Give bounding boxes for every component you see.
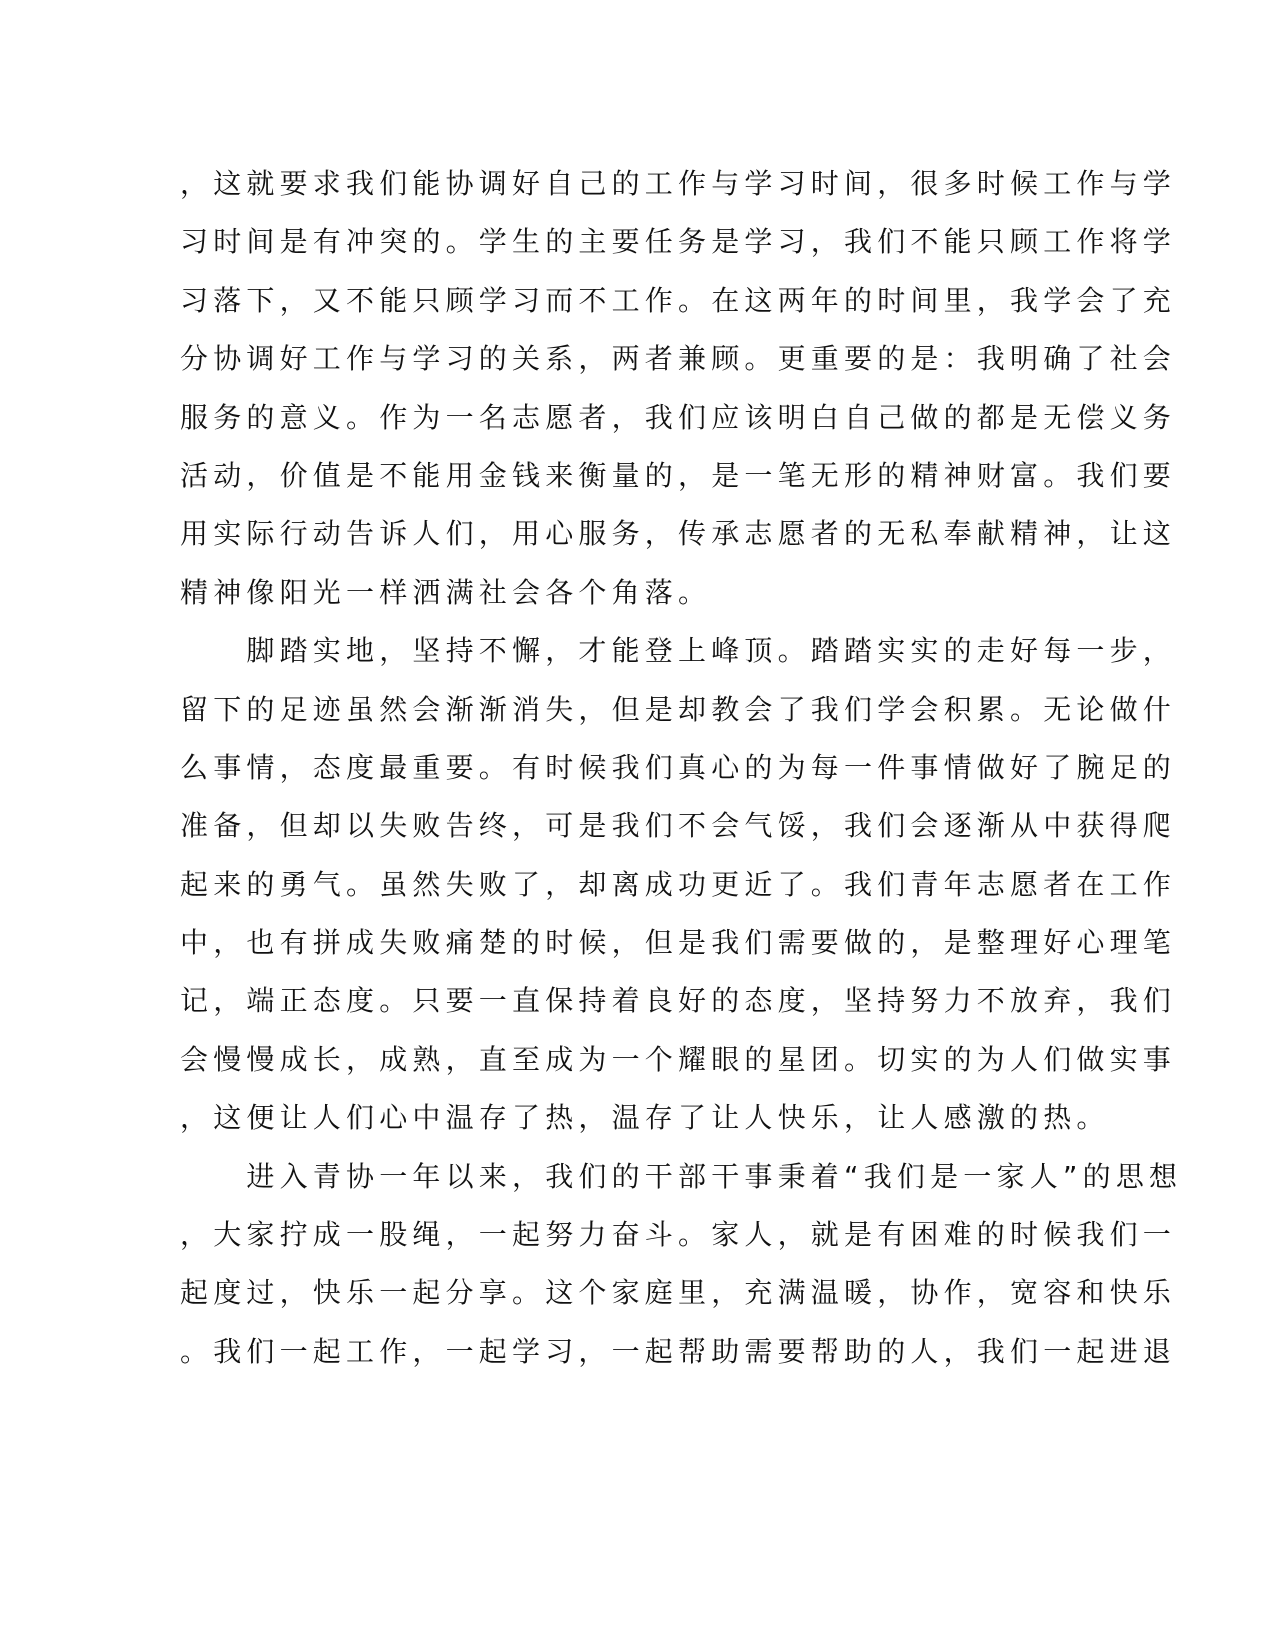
text-line-9: 脚踏实地，坚持不懈，才能登上峰顶。踏踏实实的走好每一步，	[180, 634, 1177, 668]
body-text	[180, 155, 1183, 1381]
text-line-11: 么事情，态度最重要。有时候我们真心的为每一件事情做好了腕足的	[180, 750, 1177, 784]
text-line-7: 用实际行动告诉人们，用心服务，传承志愿者的无私奉献精神，让这	[180, 517, 1177, 551]
text-line-16: 会慢慢成长，成熟，直至成为一个耀眼的星团。切实的为人们做实事	[180, 1042, 1177, 1076]
text-line-13: 起来的勇气。虽然失败了，却离成功更近了。我们青年志愿者在工作	[180, 867, 1177, 901]
text-line-18: 进入青协一年以来，我们的干部干事秉着“我们是一家人”的思想	[180, 1159, 1183, 1193]
text-line-20: 起度过，快乐一起分享。这个家庭里，充满温暖，协作，宽容和快乐	[180, 1276, 1177, 1310]
text-line-8: 精神像阳光一样洒满社会各个角落。	[180, 575, 712, 609]
text-line-5: 服务的意义。作为一名志愿者，我们应该明白自己做的都是无偿义务	[180, 400, 1177, 434]
text-line-10: 留下的足迹虽然会渐渐消失，但是却教会了我们学会积累。无论做什	[180, 692, 1177, 726]
text-line-12: 准备，但却以失败告终，可是我们不会气馁，我们会逐渐从中获得爬	[180, 809, 1177, 843]
text-line-15: 记，端正态度。只要一直保持着良好的态度，坚持努力不放弃，我们	[180, 984, 1177, 1018]
text-line-6: 活动，价值是不能用金钱来衡量的，是一笔无形的精神财富。我们要	[180, 458, 1177, 492]
text-line-17: ，这便让人们心中温存了热，温存了让人快乐，让人感激的热。	[180, 1101, 1110, 1135]
text-line-19: ，大家拧成一股绳，一起努力奋斗。家人，就是有困难的时候我们一	[180, 1218, 1177, 1252]
text-line-21: 。我们一起工作，一起学习，一起帮助需要帮助的人，我们一起进退	[180, 1334, 1177, 1368]
text-line-2: 习时间是有冲突的。学生的主要任务是学习，我们不能只顾工作将学	[180, 225, 1177, 259]
text-line-14: 中，也有拼成失败痛楚的时候，但是我们需要做的，是整理好心理笔	[180, 926, 1177, 960]
text-line-3: 习落下，又不能只顾学习而不工作。在这两年的时间里，我学会了充	[180, 283, 1177, 317]
text-line-4: 分协调好工作与学习的关系，两者兼顾。更重要的是：我明确了社会	[180, 342, 1177, 376]
text-line-1: ，这就要求我们能协调好自己的工作与学习时间，很多时候工作与学	[180, 167, 1177, 200]
